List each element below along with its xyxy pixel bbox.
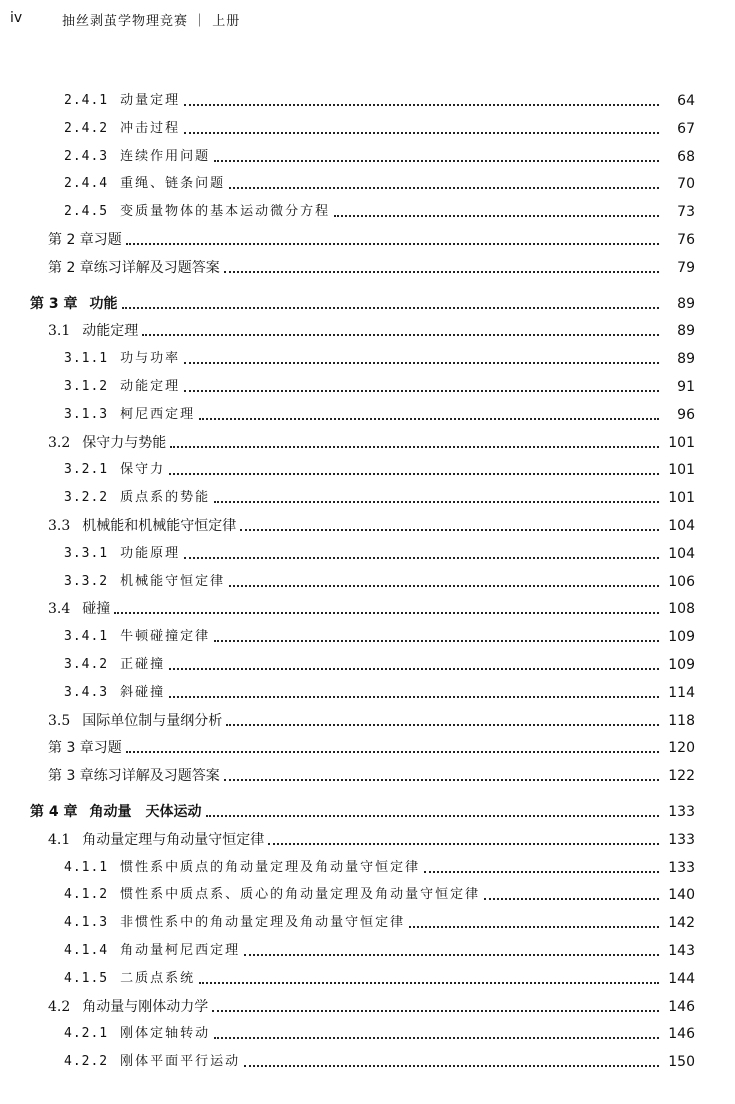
toc-entry[interactable]: [64, 678, 695, 702]
toc-entry[interactable]: [64, 169, 695, 193]
toc-entry[interactable]: [64, 344, 695, 368]
toc-entry-title: 功能原理: [120, 545, 181, 561]
toc-entry[interactable]: [48, 761, 695, 785]
toc-entry[interactable]: [64, 455, 695, 479]
dot-leader: [184, 104, 659, 106]
toc-entry-page: 70: [677, 176, 695, 193]
page-number: iv: [10, 10, 23, 26]
toc-entry-number: 4.1.5: [64, 970, 109, 986]
toc-entry-page: 79: [677, 259, 695, 276]
toc-entry[interactable]: [48, 825, 695, 849]
toc-entry-number: 3.2.1: [64, 462, 109, 478]
toc-entry-title: 质点系的势能: [120, 490, 211, 506]
dot-leader: [244, 954, 659, 956]
toc-entry-title: 刚体定轴转动: [120, 1026, 211, 1042]
toc-entry-page: 106: [668, 573, 695, 590]
toc-entry-number: 3.2: [48, 434, 71, 451]
toc-entry-number: 4.1.4: [64, 943, 109, 958]
toc-entry-page: 142: [668, 915, 695, 932]
toc-entry-title: 第 3 章习题: [48, 740, 122, 757]
toc-entry-page: 114: [668, 684, 695, 701]
toc-entry[interactable]: [48, 428, 695, 452]
toc-entry-number: 3.4: [48, 601, 71, 618]
toc-entry-page: 76: [677, 232, 695, 248]
toc-entry-page: 91: [677, 379, 695, 395]
toc-entry-number: 4.2: [48, 998, 71, 1015]
toc-entry-title: 动能定理: [120, 379, 181, 394]
dot-leader: [244, 1065, 659, 1067]
toc-entry-title: 保守力与势能: [82, 434, 167, 451]
toc-entry-title: 国际单位制与量纲分析: [82, 712, 223, 729]
toc-entry-number: 2.4.3: [64, 148, 109, 164]
dot-leader: [184, 390, 659, 392]
toc-entry[interactable]: [64, 483, 695, 507]
toc-entry-page: 120: [668, 740, 695, 757]
dot-leader: [184, 557, 659, 559]
dot-leader: [126, 751, 659, 753]
dot-leader: [126, 243, 659, 245]
toc-entry[interactable]: [64, 539, 695, 563]
toc-entry-title: 动能定理: [82, 323, 139, 340]
toc-entry-page: 133: [668, 859, 695, 876]
toc-entry[interactable]: [48, 733, 695, 757]
dot-leader: [240, 529, 659, 531]
toc-entry[interactable]: [64, 650, 695, 674]
toc-entry-page: 73: [677, 204, 695, 221]
page-header: [0, 0, 735, 40]
toc-entry-number: 4.1.1: [64, 859, 109, 875]
running-title: 抽丝剥茧学物理竞赛 ｜ 上册: [62, 14, 241, 29]
toc-entry-title: 惯性系中质点的角动量定理及角动量守恒定律: [120, 859, 421, 875]
toc-entry-number: 3.1.1: [64, 351, 109, 367]
toc-entry[interactable]: [48, 511, 695, 535]
toc-entry[interactable]: [64, 936, 695, 960]
toc-entry-number: 2.4.2: [64, 120, 109, 136]
toc-entry-page: 101: [668, 490, 695, 507]
toc-entry[interactable]: [30, 289, 695, 313]
toc-entry-page: 104: [668, 518, 695, 534]
toc-entry-title: 刚体平面平行运动: [120, 1054, 241, 1070]
toc-entry-number: 3.3.1: [64, 545, 109, 561]
toc-entry-page: 101: [668, 434, 695, 451]
dot-leader: [212, 1010, 659, 1012]
toc-entry-number: 第 4 章: [30, 804, 78, 820]
dot-leader: [184, 362, 659, 364]
toc-entry[interactable]: [64, 622, 695, 646]
toc-entry-number: 3.3: [48, 518, 71, 534]
toc-entry-page: 133: [668, 804, 695, 820]
toc-entry-number: 3.4.2: [64, 657, 109, 672]
toc-entry[interactable]: [48, 316, 695, 340]
toc-entry-title: 功与功率: [120, 351, 181, 367]
toc-entry-number: 3.1.2: [64, 379, 109, 394]
toc-entry[interactable]: [64, 853, 695, 877]
toc-entry-number: 3.4.3: [64, 684, 109, 700]
toc-entry[interactable]: [64, 114, 695, 138]
toc-entry-title: 保守力: [120, 462, 166, 478]
dot-leader: [170, 446, 659, 448]
dot-leader: [214, 1037, 659, 1039]
toc-entry-title: 动量定理: [120, 93, 181, 108]
toc-entry[interactable]: [48, 225, 695, 249]
toc-entry-title: 角动量 天体运动: [89, 804, 202, 820]
toc-entry-page: 143: [668, 943, 695, 959]
dot-leader: [114, 612, 659, 614]
dot-leader: [226, 724, 659, 726]
toc-entry-title: 角动量与刚体动力学: [82, 998, 209, 1015]
toc-entry-page: 108: [668, 601, 695, 618]
toc-entry-title: 机械能和机械能守恒定律: [82, 518, 237, 534]
toc-entry-number: 2.4.5: [64, 204, 109, 220]
dot-leader: [229, 585, 659, 587]
dot-leader: [199, 418, 659, 420]
toc-entry[interactable]: [48, 253, 695, 277]
toc-entry-number: 4.1: [48, 831, 71, 848]
dot-leader: [484, 898, 659, 900]
toc-entry-title: 机械能守恒定律: [120, 573, 226, 589]
dot-leader: [142, 334, 659, 336]
toc-entry[interactable]: [64, 400, 695, 424]
toc-entry-page: 89: [677, 295, 695, 312]
toc-entry-number: 3.3.2: [64, 573, 109, 589]
toc-entry-number: 2.4.1: [64, 93, 109, 108]
dot-leader: [199, 982, 659, 984]
toc-entry-number: 4.1.3: [64, 915, 109, 931]
toc-entry[interactable]: [64, 1019, 695, 1043]
dot-leader: [206, 815, 660, 817]
dot-leader: [214, 501, 659, 503]
toc-entry[interactable]: [48, 594, 695, 618]
toc-entry-page: 104: [668, 545, 695, 562]
toc-entry-page: 144: [668, 970, 695, 987]
toc-entry[interactable]: [64, 197, 695, 221]
toc-entry-number: 2.4.4: [64, 176, 109, 192]
dot-leader: [169, 696, 659, 698]
toc-entry-title: 重绳、链条问题: [120, 176, 226, 192]
dot-leader: [334, 215, 659, 217]
toc-entry[interactable]: [64, 880, 695, 904]
toc-entry[interactable]: [64, 567, 695, 591]
toc-entry-title: 二质点系统: [120, 970, 196, 986]
toc-entry-page: 109: [668, 657, 695, 673]
dot-leader: [169, 473, 659, 475]
toc-entry-number: 3.1: [48, 323, 71, 340]
toc-entry-title: 功能: [89, 295, 118, 312]
toc-entry-number: 3.4.1: [64, 629, 109, 645]
dot-leader: [409, 926, 659, 928]
toc-entry-title: 非惯性系中的角动量定理及角动量守恒定律: [120, 915, 406, 931]
toc-entry-title: 牛顿碰撞定律: [120, 629, 211, 645]
dot-leader: [224, 779, 659, 781]
toc-entry-page: 67: [677, 120, 695, 137]
toc-entry-title: 变质量物体的基本运动微分方程: [120, 204, 331, 220]
toc-entry-title: 角动量定理与角动量守恒定律: [82, 831, 265, 848]
toc-entry-page: 118: [668, 712, 695, 729]
toc-entry[interactable]: [64, 372, 695, 396]
toc-entry-title: 第 3 章练习详解及习题答案: [48, 768, 220, 785]
dot-leader: [214, 160, 659, 162]
toc-entry-title: 第 2 章练习详解及习题答案: [48, 259, 220, 276]
dot-leader: [424, 871, 659, 873]
toc-entry-title: 惯性系中质点系、质心的角动量定理及角动量守恒定律: [120, 887, 481, 903]
toc-entry-title: 连续作用问题: [120, 148, 211, 164]
toc-entry-page: 64: [677, 93, 695, 109]
toc-entry-page: 140: [668, 887, 695, 904]
toc-entry-page: 122: [668, 768, 695, 785]
toc-entry-number: 4.2.1: [64, 1026, 109, 1042]
toc-entry-page: 96: [677, 406, 695, 423]
toc-entry-title: 碰撞: [82, 601, 111, 618]
toc-entry[interactable]: [48, 706, 695, 730]
toc-entry-title: 角动量柯尼西定理: [120, 943, 241, 958]
toc-entry-number: 4.1.2: [64, 887, 109, 903]
toc-entry-number: 第 3 章: [30, 295, 78, 312]
toc-entry-page: 133: [668, 831, 695, 848]
dot-leader: [169, 668, 659, 670]
dot-leader: [184, 132, 659, 134]
toc-entry-number: 4.2.2: [64, 1054, 109, 1070]
dot-leader: [214, 640, 659, 642]
toc-entry[interactable]: [64, 964, 695, 988]
toc-entry-title: 柯尼西定理: [120, 406, 196, 422]
dot-leader: [122, 307, 660, 309]
dot-leader: [229, 187, 659, 189]
toc-entry-page: 68: [677, 148, 695, 165]
toc-entry-title: 正碰撞: [120, 657, 166, 672]
toc-entry-page: 89: [677, 323, 695, 340]
toc-entry-number: 3.1.3: [64, 406, 109, 422]
toc-entry-title: 斜碰撞: [120, 684, 166, 700]
toc-entry[interactable]: [64, 142, 695, 166]
dot-leader: [268, 843, 659, 845]
toc-entry-title: 冲击过程: [120, 120, 181, 136]
toc-entry-page: 101: [668, 462, 695, 479]
toc-entry[interactable]: [64, 86, 695, 110]
toc-entry-number: 3.2.2: [64, 490, 109, 506]
toc-entry[interactable]: [30, 797, 695, 821]
toc-entry-page: 150: [668, 1054, 695, 1071]
toc-entry-number: 3.5: [48, 712, 71, 729]
toc-entry[interactable]: [64, 1047, 695, 1071]
toc-entry-page: 146: [668, 1026, 695, 1043]
toc-entry[interactable]: [48, 992, 695, 1016]
toc-entry-page: 89: [677, 351, 695, 368]
dot-leader: [224, 271, 659, 273]
toc-entry[interactable]: [64, 908, 695, 932]
toc-entry-page: 146: [668, 998, 695, 1015]
toc-entry-title: 第 2 章习题: [48, 232, 122, 248]
toc-entry-page: 109: [668, 629, 695, 646]
